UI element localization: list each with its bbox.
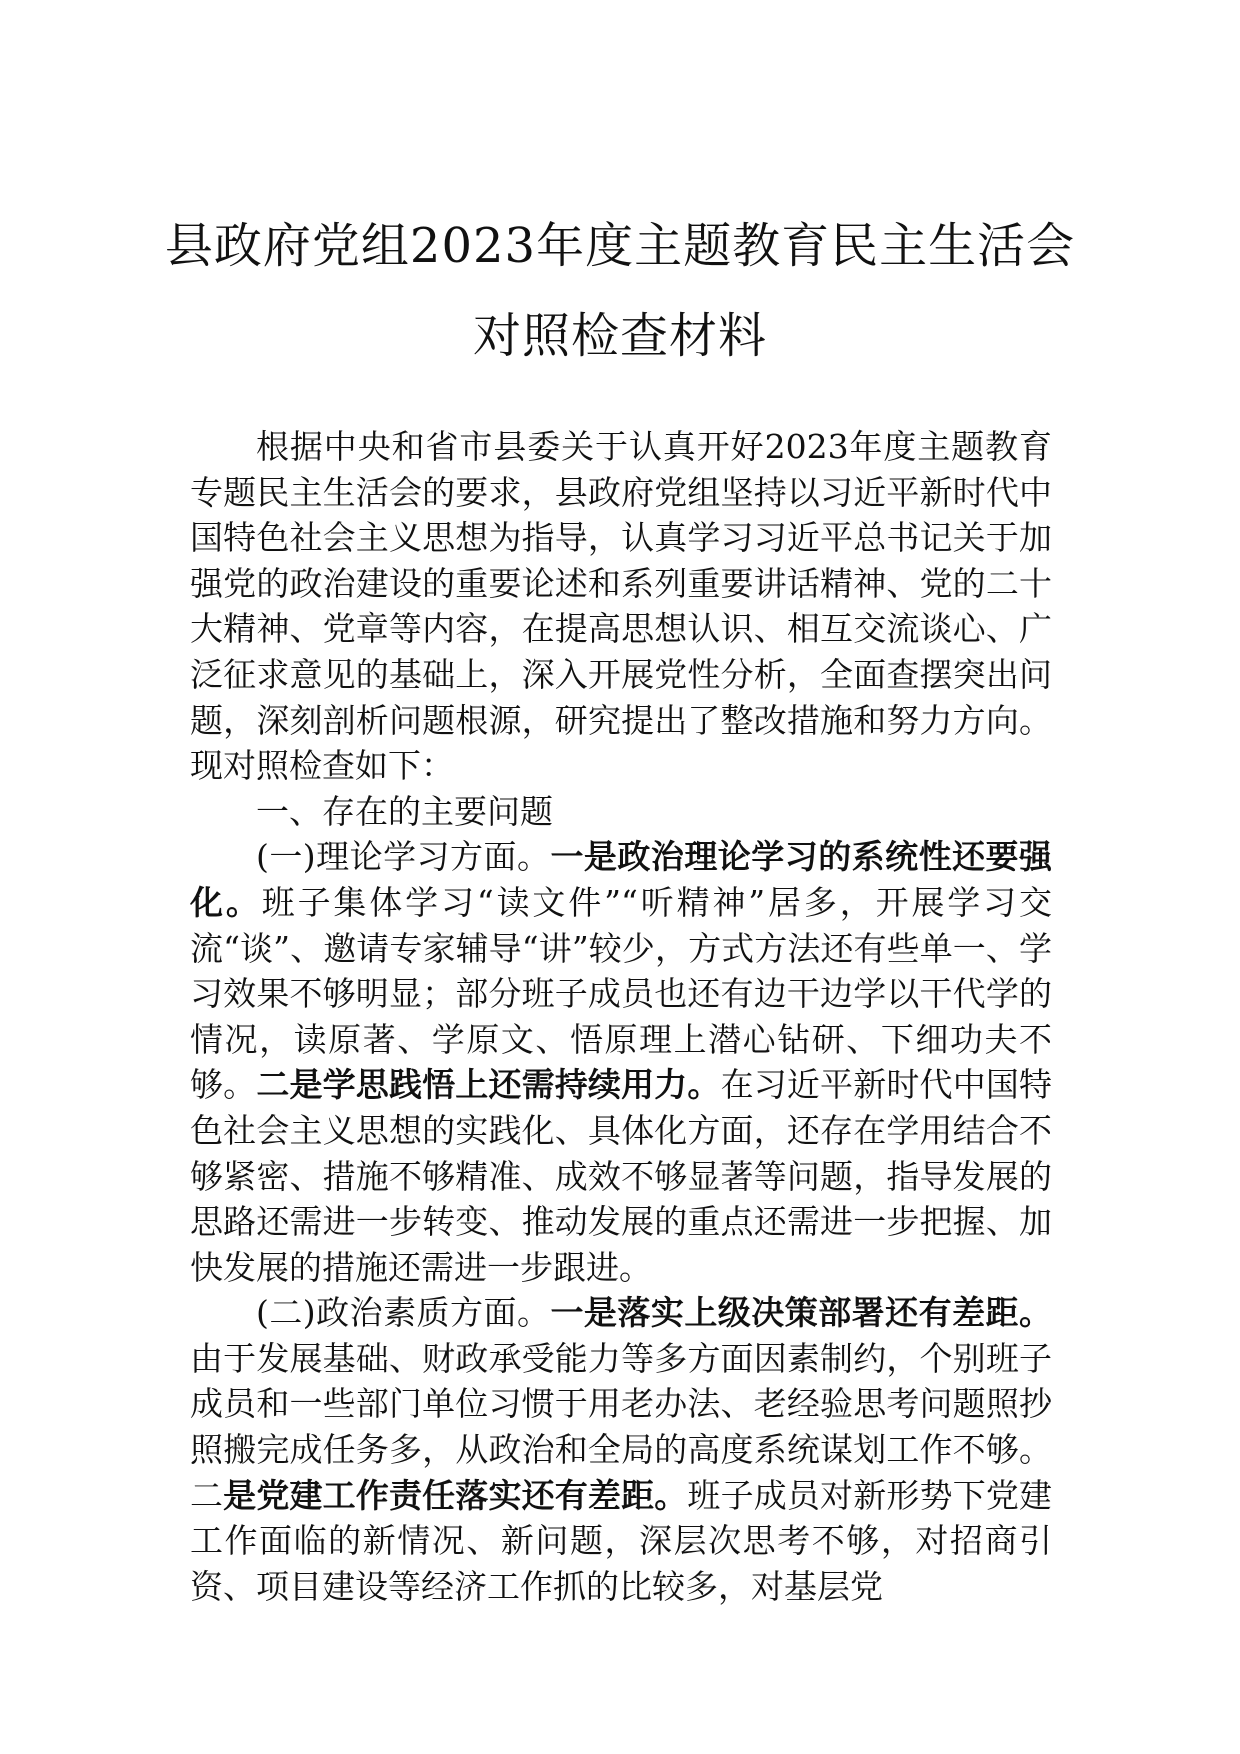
bold-point: 二是学思践悟上还需持续用力。 [256,1065,721,1105]
document-body [190,424,1052,1609]
paragraph-political-quality [190,1290,1052,1609]
paragraph-text: 班子成员对新形势下党建工作面临的新情况、新问题，深层次思考不够，对招商引资、项目建设等经济工作抓的比较多，对基层党 [190,1475,1053,1606]
document-title-line-1: 县政府党组2023年度主题教育民主生活会 [164,218,1076,274]
paragraph-text: 在习近平新时代中国特色社会主义思想的实践化、具体化方面，还存在学用结合不够紧密、措施不够精准、成效不够显著等问题，指导发展的思路还需进一步转变、推动发展的重点还需进一步把握、加快发展的措施还需进一步跟进。 [190,1065,1053,1287]
bold-point: 一是政治理论学习的系统性还要强化。 [190,837,1052,922]
document-title-line-2: 对照检查材料 [472,308,767,364]
bold-point: 一是落实上级决策部署还有差距。 [550,1293,1052,1333]
paragraph-lead: (二)政治素质方面。 [256,1293,551,1333]
paragraph-theory-study [190,834,1052,1290]
intro-paragraph: 根据中央和省市县委关于认真开好2023年度主题教育专题民主生活会的要求，县政府党组坚持以习近平新时代中国特色社会主义思想为指导，认真学习习近平总书记关于加强党的政治建设的重要论述和系列重要讲话精神、党的二十大精神、党章等内容，在提高思想认识、相互交流谈心、广泛征求意见的基础上，深入开展党性分析，全面查摆突出问题，深刻剖析问题根源，研究提出了整改措施和努力方向。现对照检查如下： [190,427,1052,786]
paragraph-lead: (一)理论学习方面。 [256,837,551,877]
bold-point: 是党建工作责任落实还有差距。 [223,1475,688,1515]
paragraph-text: 班子集体学习“读文件”“听精神”居多，开展学习交流“谈”、邀请专家辅导“讲”较少，方式方法还有些单一、学习效果不够明显；部分班子成员也还有边干边学以干代学的情况，读原著、学原文、悟原理上潜心钻研、下细功夫不够。 [190,882,1053,1105]
paragraph-text: 由于发展基础、财政承受能力等多方面因素制约，个别班子成员和一些部门单位习惯于用老办法、老经验思考问题照抄照搬完成任务多，从政治和全局的高度系统谋划工作不够。二 [190,1338,1052,1515]
section-heading-problems: 一、存在的主要问题 [256,791,553,831]
